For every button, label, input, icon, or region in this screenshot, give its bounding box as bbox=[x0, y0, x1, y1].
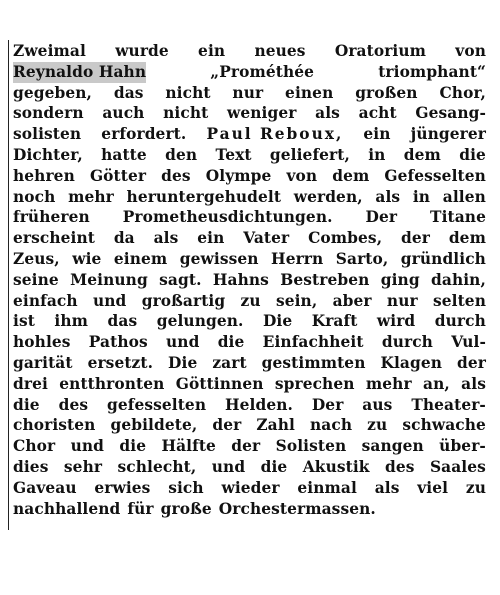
word: Herrn bbox=[271, 249, 324, 268]
word: ein bbox=[197, 229, 225, 248]
word: nach bbox=[310, 416, 353, 435]
word: das bbox=[107, 312, 138, 331]
word: nicht bbox=[163, 104, 209, 123]
text-line bbox=[13, 270, 486, 291]
word: und bbox=[166, 333, 200, 352]
word: hatte bbox=[101, 145, 147, 164]
word: Saales bbox=[429, 457, 486, 476]
word: Gesang- bbox=[415, 104, 486, 123]
word: zu bbox=[465, 478, 486, 497]
word: nur bbox=[386, 291, 418, 310]
text-line bbox=[13, 83, 486, 104]
word: acht bbox=[358, 104, 397, 123]
word: und bbox=[211, 457, 246, 476]
text-line bbox=[13, 41, 486, 62]
word: großartig bbox=[141, 291, 226, 310]
word: Die bbox=[168, 353, 198, 372]
word: solisten bbox=[13, 125, 82, 144]
word: sagt. bbox=[159, 270, 202, 289]
word: dies bbox=[13, 457, 49, 476]
word: hohles bbox=[13, 333, 71, 352]
text-line bbox=[13, 124, 486, 145]
text-line bbox=[13, 166, 486, 187]
word: wird bbox=[376, 312, 416, 331]
word: dem bbox=[332, 166, 370, 185]
word: viel bbox=[417, 478, 449, 497]
word: wurde bbox=[115, 42, 169, 60]
word: die bbox=[119, 437, 147, 456]
word: sangen bbox=[361, 437, 424, 456]
word: ein bbox=[198, 42, 226, 60]
word: choristen bbox=[13, 416, 96, 435]
word: einfach bbox=[13, 291, 78, 310]
text-line bbox=[13, 457, 486, 478]
word: Klagen bbox=[380, 353, 443, 372]
text-line bbox=[13, 62, 486, 83]
word: Vater bbox=[243, 229, 290, 248]
word: das bbox=[113, 83, 144, 102]
word: ersetzt. bbox=[87, 353, 154, 372]
word: die bbox=[13, 395, 40, 414]
word: werden, bbox=[293, 187, 363, 206]
word: in bbox=[412, 187, 431, 206]
word: als bbox=[461, 374, 486, 393]
text-line bbox=[13, 436, 486, 457]
word: für bbox=[127, 499, 154, 518]
word: Reynaldo Hahn bbox=[13, 62, 147, 81]
word: noch bbox=[13, 187, 56, 206]
word: hehren bbox=[13, 166, 75, 185]
word: Hälfte bbox=[161, 437, 216, 456]
word: drei bbox=[13, 374, 48, 393]
word: der bbox=[231, 437, 261, 456]
word: Prometheusdichtungen. bbox=[122, 208, 333, 227]
text-line bbox=[13, 353, 486, 374]
word: „Prométhée bbox=[210, 62, 315, 81]
word: Pathos bbox=[88, 333, 148, 352]
word: Gefesselten bbox=[384, 166, 486, 185]
word: Hahns bbox=[212, 270, 269, 289]
word: Vul- bbox=[451, 333, 486, 352]
word: ein bbox=[363, 125, 391, 144]
word: Meinung bbox=[70, 270, 148, 289]
word: gründlich bbox=[400, 249, 486, 268]
word: seine bbox=[13, 270, 59, 289]
word: Die bbox=[262, 312, 293, 331]
word: über- bbox=[439, 437, 486, 456]
text-line bbox=[13, 187, 486, 208]
word: Solisten bbox=[275, 437, 347, 456]
word: Gaveau bbox=[13, 478, 77, 497]
article-text bbox=[13, 41, 486, 519]
word: Zahl bbox=[256, 416, 295, 435]
word: Einfachheit bbox=[262, 333, 364, 352]
word: durch bbox=[434, 312, 486, 331]
text-line bbox=[13, 332, 486, 353]
text-line bbox=[13, 499, 486, 520]
word: triomphant“ bbox=[378, 62, 486, 81]
word: gewissen bbox=[179, 249, 259, 268]
column-rule bbox=[8, 40, 9, 530]
word: Sarto, bbox=[335, 249, 389, 268]
word: großen bbox=[355, 83, 418, 102]
word: Dichter, bbox=[13, 145, 83, 164]
word: einen bbox=[285, 83, 334, 102]
word: allen bbox=[442, 187, 486, 206]
word: und bbox=[70, 437, 105, 456]
word: wie bbox=[72, 249, 102, 268]
word: aber bbox=[332, 291, 372, 310]
word: Der bbox=[365, 208, 398, 227]
word: dem bbox=[403, 145, 441, 164]
word: Akustik bbox=[302, 457, 370, 476]
word: Der bbox=[311, 395, 344, 414]
word: sehr bbox=[63, 457, 103, 476]
word: dahin, bbox=[431, 270, 486, 289]
word: die bbox=[459, 145, 486, 164]
word: sich bbox=[168, 478, 204, 497]
word: dem bbox=[448, 229, 486, 248]
word: große bbox=[160, 499, 212, 518]
word: gebildete, bbox=[110, 416, 198, 435]
word: Bestreben bbox=[280, 270, 370, 289]
word: und bbox=[92, 291, 127, 310]
word: heruntergehudelt bbox=[126, 187, 282, 206]
word: von bbox=[455, 42, 486, 60]
word: Olympe bbox=[205, 166, 272, 185]
word: des bbox=[384, 457, 415, 476]
word: Kraft bbox=[311, 312, 358, 331]
word: sein, bbox=[275, 291, 318, 310]
word: erscheint bbox=[13, 229, 95, 248]
word: der bbox=[401, 229, 430, 248]
text-line bbox=[13, 478, 486, 499]
word: die bbox=[217, 333, 245, 352]
word: an, bbox=[423, 374, 450, 393]
word: als bbox=[375, 187, 401, 206]
word: nicht bbox=[165, 83, 211, 102]
text-line bbox=[13, 103, 486, 124]
word: sprechen bbox=[274, 374, 355, 393]
word: selten bbox=[432, 291, 486, 310]
word: einmal bbox=[297, 478, 357, 497]
word: da bbox=[113, 229, 135, 248]
text-line bbox=[13, 228, 486, 249]
text-line bbox=[13, 311, 486, 332]
word: der bbox=[212, 416, 242, 435]
word: geliefert, bbox=[269, 145, 350, 164]
word: schlecht, bbox=[117, 457, 197, 476]
word: ist bbox=[13, 312, 35, 331]
word: als bbox=[153, 229, 179, 248]
word: entthronten bbox=[59, 374, 165, 393]
word: Combes, bbox=[308, 229, 383, 248]
word: weniger bbox=[227, 104, 297, 123]
word: Text bbox=[215, 145, 252, 164]
word: Götter bbox=[89, 166, 147, 185]
text-line bbox=[13, 374, 486, 395]
word: Theater- bbox=[411, 395, 486, 414]
word: zart bbox=[212, 353, 247, 372]
word: Oratorium bbox=[334, 42, 427, 60]
word: des bbox=[58, 395, 89, 414]
word: gelungen. bbox=[156, 312, 244, 331]
word: jüngerer bbox=[410, 125, 486, 144]
word: Orchestermassen. bbox=[218, 499, 376, 518]
word: neues bbox=[254, 42, 306, 60]
word: des bbox=[161, 166, 191, 185]
word: erfordert. bbox=[101, 125, 187, 144]
word: gestimmten bbox=[261, 353, 366, 372]
word: zu bbox=[367, 416, 388, 435]
word: schwache bbox=[402, 416, 486, 435]
word: sondern bbox=[13, 104, 84, 123]
word: von bbox=[286, 166, 318, 185]
word: ging bbox=[380, 270, 420, 289]
word: nur bbox=[232, 83, 264, 102]
word: auch bbox=[102, 104, 145, 123]
word: den bbox=[165, 145, 198, 164]
word: Göttinnen bbox=[175, 374, 264, 393]
word: Paul Reboux, bbox=[206, 125, 344, 144]
word: garität bbox=[13, 353, 73, 372]
word: durch bbox=[381, 333, 433, 352]
text-line bbox=[13, 415, 486, 436]
word: Helden. bbox=[225, 395, 293, 414]
word: Chor, bbox=[439, 83, 486, 102]
word: Zeus, bbox=[13, 249, 60, 268]
word: Titane bbox=[430, 208, 486, 227]
word: gefesselten bbox=[106, 395, 207, 414]
word: ihm bbox=[54, 312, 89, 331]
word: Zweimal bbox=[13, 42, 86, 60]
word: in bbox=[368, 145, 386, 164]
word: erwies bbox=[94, 478, 151, 497]
text-line bbox=[13, 145, 486, 166]
word: früheren bbox=[13, 208, 90, 227]
word: Chor bbox=[13, 437, 56, 456]
text-line bbox=[13, 207, 486, 228]
word: als bbox=[315, 104, 340, 123]
text-line bbox=[13, 291, 486, 312]
text-line bbox=[13, 395, 486, 416]
word: mehr bbox=[365, 374, 412, 393]
word: wieder bbox=[221, 478, 280, 497]
word: als bbox=[374, 478, 400, 497]
text-line bbox=[13, 249, 486, 270]
word: mehr bbox=[68, 187, 114, 206]
word: die bbox=[260, 457, 288, 476]
word: zu bbox=[240, 291, 261, 310]
word: aus bbox=[362, 395, 393, 414]
word: nachhallend bbox=[13, 499, 121, 518]
word: gegeben, bbox=[13, 83, 93, 102]
word: der bbox=[457, 353, 486, 372]
word: einem bbox=[113, 249, 168, 268]
